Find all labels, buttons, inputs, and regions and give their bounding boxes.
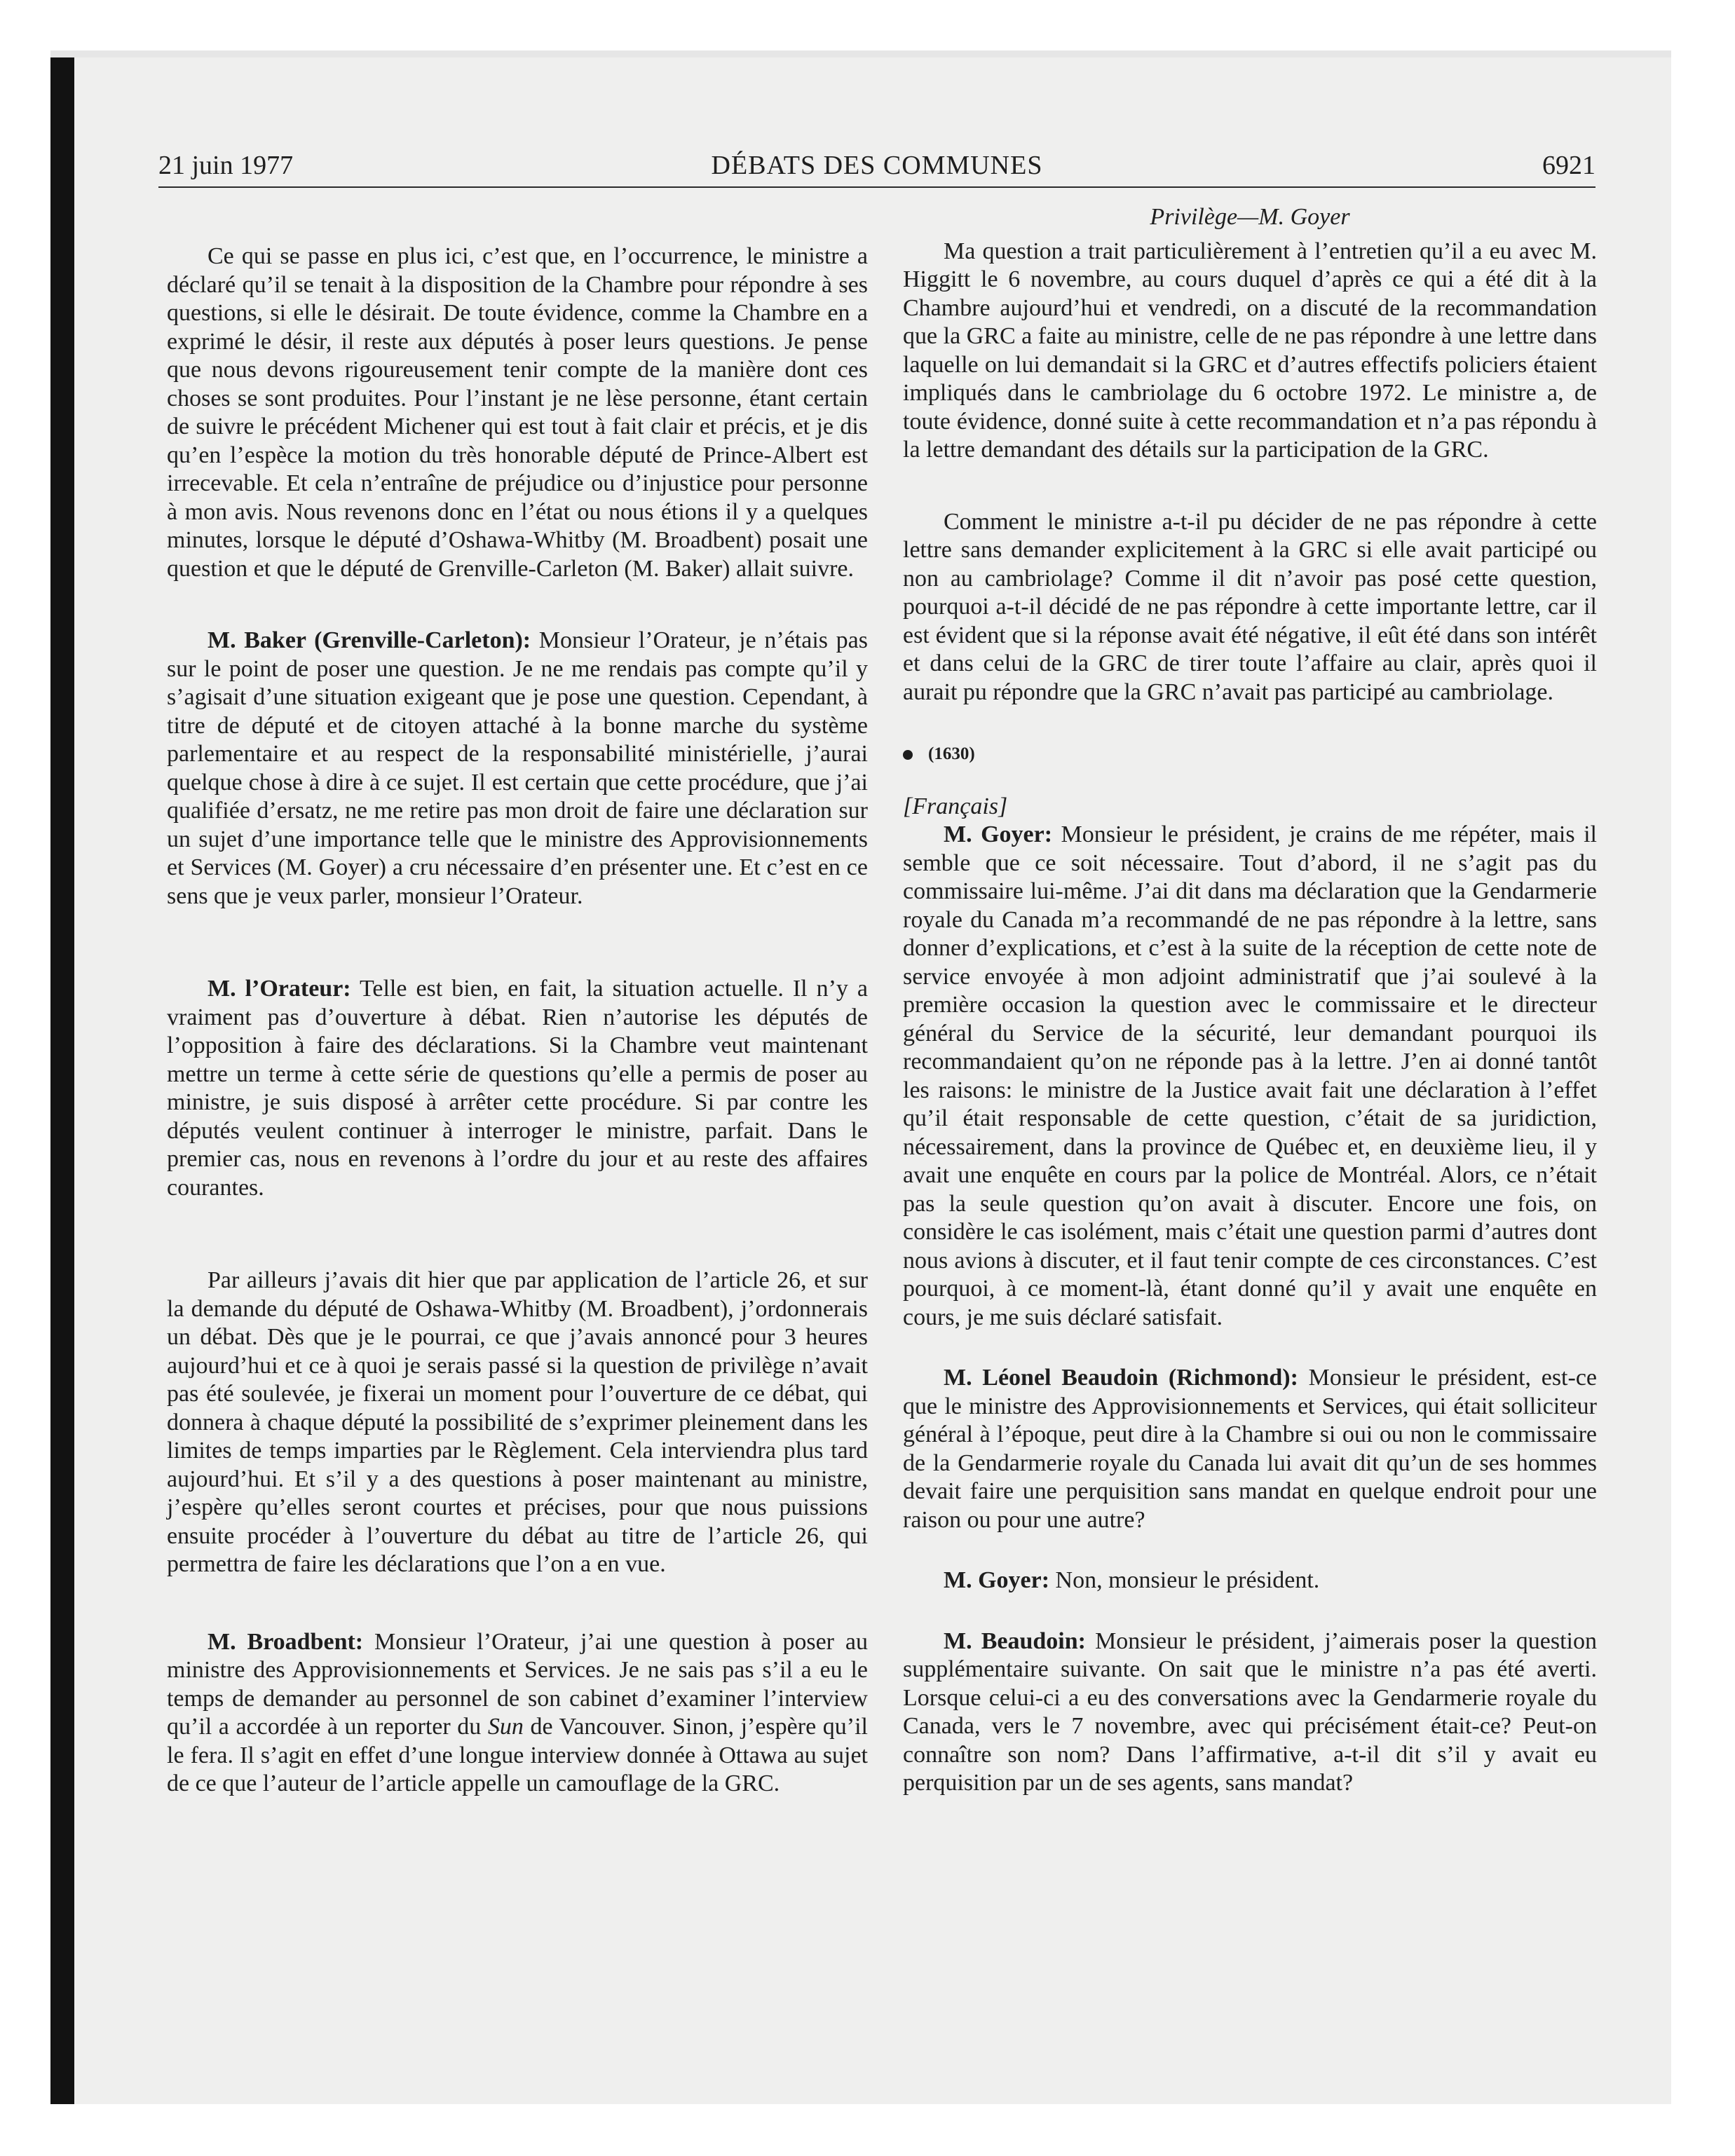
paragraph [167, 1628, 868, 1799]
paragraph: Ma question a trait particulièrement à l’entretien qu’il a eu avec M. Higgitt le 6 novembre, au cours duquel d’après ce qui a été dit à la Chambre aujourd’hui et vendredi, on a discuté de la recommandation que la GRC a faite au ministre, celle de ne pas répondre à une lettre dans laquelle on lui demandait si la GRC et d’autres effectifs policiers étaient impliqués dans le cambriolage du 6 octobre 1972. Le ministre a, de toute évidence, donné suite à cette recommandation et n’a pas répondu à la lettre demandant des détails sur la participation de la GRC. [903, 238, 1597, 463]
speaker-name: M. Beaudoin: [944, 1628, 1086, 1654]
speech-text: Telle est bien, en fait, la situation actuelle. Il n’y a vraiment pas d’ouverture à débat. Rien n’autorise les députés de l’opposition à faire des déclarations. Si la Chambre veut maintenant mettre un terme à cette série de questions qu’elle a permis de poser au ministre, je suis disposé à arrêter cette procédure. Si par contre les députés veulent continuer à interroger le ministre, parfait. Dans le premier cas, nous en revenons à l’ordre du jour et au reste des affaires courantes. [167, 976, 868, 1201]
speech-text: Monsieur le président, je crains de me répéter, mais il semble que ce soit nécessaire. Tout d’abord, il ne s’agit pas du commissaire lui-même. J’ai dit dans ma déclaration que la Gendarmerie royale du Canada m’a recommandé de ne pas répondre à la lettre, sans donner d’explications, et c’est à la suite de la réception de cette note de service envoyée à mon adjoint administratif que j’ai soulevé à la première occasion la question avec le commissaire et le directeur général du Service de la sécurité, leur demandant pourquoi ils recommandaient qu’on ne réponde pas à la lettre. J’en ai donné tantôt les raisons: le ministre de la Justice avait fait une déclaration à l’effet qu’il était responsable de cette question, c’était de sa juridiction, nécessairement, dans la province de Québec et, en deuxième lieu, il y avait une enquête en cours par la police de Montréal. Alors, ce n’était pas la seule question qu’on avait à discuter. Encore une fois, on considère le cas isolément, mais c’était une question parmi d’autres dont nous avions à discuter, et il faut tenir compte de ces circonstances. C’est pourquoi, à ce moment-là, étant donné qu’il y avait une enquête en cours, je me suis déclaré satisfait. [903, 821, 1597, 1330]
speaker-name: M. Goyer: [944, 821, 1053, 847]
paragraph: Par ailleurs j’avais dit hier que par application de l’article 26, et sur la demande du député de Oshawa-Whitby (M. Broadbent), j’ordonnerais un débat. Dès que je le pourrai, ce que j’avais annoncé pour 3 heures aujourd’hui et ce à quoi je serais passé si la question de privilège n’avait pas été soulevée, je fixerai un moment pour l’ouverture de ce débat, qui donnera à chaque député la possibilité de s’exprimer pleinement dans les limites de temps imparties par le Règlement. Cela interviendra plus tard aujourd’hui. Et s’il y a des questions à poser maintenant au ministre, j’espère qu’elles seront courtes et précises, pour que nous puissions ensuite procéder à l’ouverture du débat au titre de l’article 26, qui permettra de faire les déclarations que l’on a en vue. [167, 1267, 868, 1577]
speech-text: Monsieur le président, j’aimerais poser la question supplémentaire suivante. On sait que le ministre n’a pas été averti. Lorsque celui-ci a eu des conversations avec la Gendarmerie royale du Canada, vers le 7 novembre, avec qui précisément était-ce? Peut-on connaître son nom? Dans l’affirmative, a-t-il dit s’il y avait eu perquisition par un de ses agents, sans mandat? [903, 1628, 1597, 1796]
speech-text: Non, monsieur le président. [1049, 1567, 1320, 1593]
page-number: 6921 [1542, 151, 1595, 180]
speaker-name: M. Léonel Beaudoin (Richmond): [944, 1365, 1298, 1391]
speech-text: Monsieur le président, est-ce que le ministre des Approvisionnements et Services, qui était solliciteur général à l’époque, peut dire à la Chambre si oui ou non le commissaire de la Gendarmerie royale du Canada lui avait dit qu’un de ses hommes devait faire une perquisition sans mandat en quelque endroit pour une raison ou pour une autre? [903, 1365, 1597, 1533]
language-tag: [Français] [903, 793, 1008, 819]
speaker-name: M. Goyer: [944, 1567, 1050, 1593]
paragraph: Comment le ministre a-t-il pu décider de ne pas répondre à cette lettre sans demander explicitement à la GRC si elle avait participé ou non au cambriolage? Comme il dit n’avoir pas posé cette question, pourquoi a-t-il décidé de ne pas répondre à cette importante lettre, car il est évident que si la réponse avait été négative, il eût été dans son intérêt et dans celui de la GRC de tirer toute l’affaire au clair, après quoi il aurait pu répondre que la GRC n’avait pas participé au cambriolage. [903, 508, 1597, 705]
header-date: 21 juin 1977 [158, 151, 294, 180]
left-column [167, 243, 868, 1799]
right-column [903, 203, 1597, 1798]
speaker-name: M. l’Orateur: [207, 976, 351, 1002]
time-marker [903, 740, 1597, 769]
page-header [158, 150, 1595, 192]
paragraph [167, 627, 868, 910]
speaker-name: M. Baker (Grenville-Carleton): [207, 627, 531, 653]
scan-binding-edge [50, 50, 74, 2104]
paragraph [903, 1567, 1597, 1595]
header-title: DÉBATS DES COMMUNES [711, 151, 1043, 180]
paragraph [167, 975, 868, 1202]
paragraph [903, 1628, 1597, 1798]
speaker-name: M. Broadbent: [207, 1628, 364, 1655]
speech-text: Monsieur l’Orateur, je n’étais pas sur le point de poser une question. Je ne me rendais pas compte qu’il y s’agisait d’une situation exigeant que je pose une question. Cependant, à titre de député et de citoyen attaché à la bonne marche du système parlementaire et au respect de la responsabilité ministérielle, j’aurai quelque chose à dire à ce sujet. Il est certain que cette procédure, que j’ai qualifiée d’ersatz, ne me retire pas mon droit de faire une déclaration sur un sujet d’une importance telle que le ministre des Approvisionnements et Services (M. Goyer) a cru nécessaire d’en présenter une. Et c’est en ce sens que je veux parler, monsieur l’Orateur. [167, 627, 868, 909]
speech-text: Monsieur l’Orateur, j’ai une question à poser au ministre des Approvisionnements et Services. Je ne sais pas s’il a eu le temps de demander au personnel de son cabinet d’examiner l’interview qu’il a accordée à un reporter du [167, 1628, 868, 1740]
paragraph [903, 821, 1597, 1332]
speech-text: de Vancouver. Sinon, j’espère qu’il le fera. Il s’agit en effet d’une longue interview donnée à Ottawa au sujet de ce que l’auteur de l’article appelle un camouflage de la GRC. [167, 1714, 868, 1796]
paragraph [903, 1364, 1597, 1534]
time-marker-text: (1630) [928, 744, 975, 763]
paragraph: Ce qui se passe en plus ici, c’est que, en l’occurrence, le ministre a déclaré qu’il se tenait à la disposition de la Chambre pour répondre à ses questions, si elle le désirait. De toute évidence, comme la Chambre en a exprimé le désir, il reste aux députés à poser leurs questions. Je pense que nous devons rigoureusement tenir compte de la manière dont ces choses se sont produites. Pour l’instant je ne lèse personne, étant certain de suivre le précédent Michener qui est tout à fait clair et précis, et je dis qu’en l’espèce la motion du très honorable député de Prince-Albert est irrecevable. Et cela n’entraîne de préjudice ou d’injustice pour personne à mon avis. Nous revenons donc en l’état ou nous étions il y a quelques minutes, lorsque le député d’Oshawa-Whitby (M. Broadbent) posait une question et que le député de Grenville-Carleton (M. Baker) allait suivre. [167, 243, 868, 582]
newspaper-name: Sun [487, 1714, 524, 1740]
header-rule [158, 186, 1595, 188]
bullet-icon [903, 750, 913, 760]
running-head: Privilège—M. Goyer [1150, 204, 1350, 230]
scan-top-edge [50, 50, 1671, 57]
